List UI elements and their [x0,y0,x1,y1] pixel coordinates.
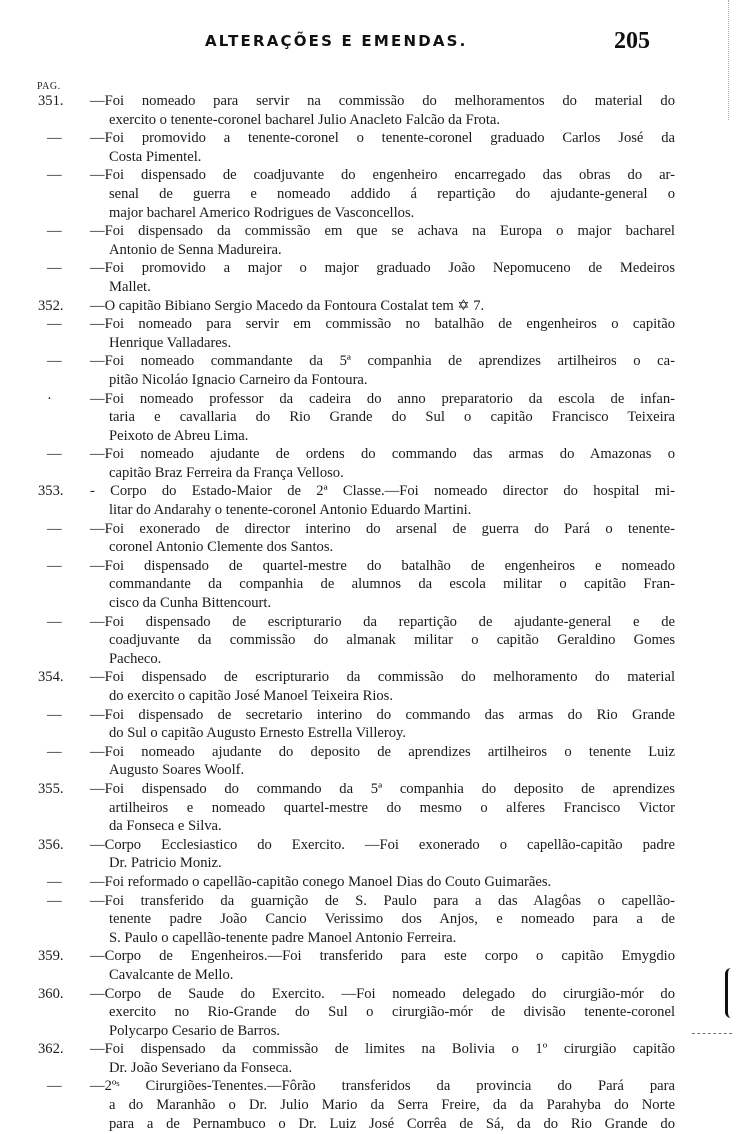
margin-bracket-mark [725,968,734,1018]
entry-line [0,408,736,427]
ditto-mark: — [47,223,61,240]
entry-line [0,854,736,873]
entry-text-continued: Cavalcante de Mello. [109,966,234,983]
ditto-mark: — [47,613,61,630]
entry-text-continued: major bacharel Americo Rodrigues de Vasconcellos. [109,204,415,221]
entry-line [0,836,736,855]
entry-line [0,706,736,725]
entry [0,315,736,352]
entry [0,352,736,389]
entry [0,892,736,948]
entry-text-continued: litar do Andarahy o tenente-coronel Antonio Eduardo Martini. [109,502,472,519]
entry [0,445,736,482]
entry-text-continued: do Sul o capitão Augusto Ernesto Estrella Villeroy. [109,725,407,742]
entry-text-continued: Pacheco. [109,650,162,667]
entry-text: —Foi nomeado ajudante do deposito de aprendizes artilheiros o tenente Luiz [90,743,675,760]
entry-line [0,427,736,446]
entry-text: —O capitão Bibiano Sergio Macedo da Fontoura Costalat tem ✡ 7. [90,297,485,314]
page-number: 205 [614,28,650,54]
entry-line [0,613,736,632]
entry-line [0,1003,736,1022]
entry-text-continued: Mallet. [109,278,151,295]
entry-line [0,575,736,594]
entry-line [0,501,736,520]
ditto-mark: — [47,353,61,370]
entry [0,390,736,446]
entry [0,129,736,166]
ditto-mark: — [47,892,61,909]
entry-line [0,92,736,111]
entry-text-continued: Polycarpo Cesario de Barros. [109,1022,281,1039]
entry-text: —Foi dispensado de escripturario da commissão do melhoramento do material [90,669,675,686]
entry-text-continued: artilheiros e nomeado quartel-mestre do mesmo o alferes Francisco Victor [109,799,675,816]
entry-text: —Corpo de Engenheiros.—Foi transferido para este corpo o capitão Emygdio [90,948,675,965]
entry-line [0,520,736,539]
entry-line [0,445,736,464]
ditto-mark: · [47,390,51,407]
entry-line [0,594,736,613]
entry-text-continued: senal de guerra e nomeado addido á repartição do ajudante-general o [109,185,675,202]
entry-line [0,185,736,204]
entry-text-continued: pitão Nicoláo Ignacio Carneiro da Fontoura. [109,371,368,388]
entry-line [0,985,736,1004]
entry-text-continued: coronel Antonio Clemente dos Santos. [109,539,334,556]
running-head [0,28,736,58]
entry [0,259,736,296]
ditto-mark: — [47,743,61,760]
entry-text-continued: Antonio de Senna Madureira. [109,241,282,258]
entry-line [0,724,736,743]
page-reference: 354. [38,669,64,686]
entry-text: —Foi exonerado de director interino do arsenal de guerra do Pará o tenente- [90,520,675,537]
entry-text: —Foi nomeado para servir em commissão no batalhão de engenheiros o capitão [90,316,675,333]
entry-text: —Corpo de Saude do Exercito. —Foi nomeado delegado do cirurgião-mór do [90,985,675,1002]
entry [0,1077,736,1133]
entry-text: —Foi nomeado para servir na commissão do melhoramentos do material do [90,93,675,109]
entry-text: —Foi dispensado de secretario interino do commando das armas do Rio Grande [90,706,675,723]
entry-text: —Corpo Ecclesiastico do Exercito. —Foi exonerado o capellão-capitão padre [90,836,675,853]
entry [0,668,736,705]
entry-line [0,222,736,241]
entry-text-continued: Costa Pimentel. [109,148,202,165]
entry-line [0,761,736,780]
entry-text: —Foi dispensado de quartel-mestre do batalhão de engenheiros e nomeado [90,557,675,574]
entry-text: —Foi dispensado de coadjuvante do engenheiro encarregado das obras do ar- [90,167,675,184]
entry-line [0,129,736,148]
entry-text-continued: Henrique Valladares. [109,334,232,351]
page-reference: 359. [38,948,64,965]
entry-line [0,687,736,706]
entry-line [0,482,736,501]
entry-line [0,799,736,818]
entry-line [0,390,736,409]
entry-line [0,1077,736,1096]
entry [0,947,736,984]
page-reference: 362. [38,1041,64,1058]
entry-text-continued: cisco da Cunha Bittencourt. [109,595,272,612]
ditto-mark: — [47,260,61,277]
entry [0,166,736,222]
entry [0,297,736,316]
entry-text: —Foi nomeado professor da cadeira do anno preparatorio da escola de infan- [90,390,675,407]
entry-line [0,148,736,167]
entry-text: —Foi nomeado commandante da 5ª companhia de aprendizes artilheiros o ca- [90,353,675,370]
ditto-mark: — [47,520,61,537]
entry-text-continued: tenente padre João Cancio Verissimo dos Anjos, e nomeado para a de [109,911,675,928]
entry [0,780,736,836]
entry-line [0,892,736,911]
entry-line [0,1059,736,1078]
entry-text-continued: para a de Pernambuco o Dr. Luiz José Corrêa de Sá, da do Rio Grande do [109,1115,675,1132]
margin-dash-mark [692,1033,732,1035]
entry-line [0,650,736,669]
entry-text-continued: S. Paulo o capellão-tenente padre Manoel Antonio Ferreira. [109,929,457,946]
entry-line [0,873,736,892]
entry-line [0,111,736,130]
entry-line [0,352,736,371]
entry-line [0,557,736,576]
entry-line [0,371,736,390]
entry [0,482,736,519]
entry [0,873,736,892]
entry-line [0,743,736,762]
entry-text-continued: taria e cavallaria do Rio Grande do Sul o capitão Francisco Teixeira [109,409,675,426]
entry-line [0,631,736,650]
running-title: ALTERAÇÕES E EMENDAS. [205,32,468,50]
page-reference: 360. [38,985,64,1002]
ditto-mark: — [47,167,61,184]
entry-line [0,1022,736,1041]
entry-text: —Foi dispensado da commissão de limites na Bolivia o 1º cirurgião capitão [90,1041,675,1058]
entry-line [0,1040,736,1059]
entry [0,836,736,873]
entry-line [0,278,736,297]
entry-line [0,241,736,260]
entry-text: —Foi promovido a tenente-coronel o tenente-coronel graduado Carlos José da [90,130,675,147]
entry-line [0,259,736,278]
entry [0,92,736,129]
entry-text: —Foi dispensado do commando da 5ª companhia do deposito de aprendizes [90,780,675,797]
ditto-mark: — [47,1078,61,1095]
entry [0,520,736,557]
entry-line [0,1115,736,1134]
entry-line [0,817,736,836]
entry [0,1040,736,1077]
entry-line [0,947,736,966]
page-reference: 352. [38,297,64,314]
ditto-mark: — [47,873,61,890]
entry-text-continued: exercito o tenente-coronel bacharel Julio Anacleto Falcão da Frota. [109,111,501,128]
column-label: PAG. [37,81,61,92]
entry-text: —Foi dispensado da commissão em que se achava na Europa o major bacharel [90,223,675,240]
page-reference: 351. [38,93,64,109]
entry-line [0,780,736,799]
entry [0,557,736,613]
entry-text-continued: Dr. Patricio Moniz. [109,855,222,872]
entry-text-continued: a do Maranhão o Dr. Julio Mario da Serra Freire, da da Parahyba do Norte [109,1097,675,1114]
ditto-mark: — [47,706,61,723]
ditto-mark: — [47,446,61,463]
entry-line [0,204,736,223]
entry-line [0,538,736,557]
entry [0,222,736,259]
entry-text-continued: exercito no Rio-Grande do Sul o cirurgião-mór de divisão tenente-coronel [109,1004,675,1021]
entry-line [0,166,736,185]
entry-line [0,1096,736,1115]
entry-line [0,464,736,483]
page-reference: 356. [38,836,64,853]
entry-text: —Foi promovido a major o major graduado João Nepomuceno de Medeiros [90,260,675,277]
entry-text-continued: coadjuvante da commissão do almanak militar o capitão Geraldino Gomes [109,632,675,649]
entry-line [0,929,736,948]
ditto-mark: — [47,557,61,574]
entry [0,985,736,1041]
entry-line [0,297,736,316]
entry-text: —Foi nomeado ajudante de ordens do commando das armas do Amazonas o [90,446,675,463]
ditto-mark: — [47,130,61,147]
entry-line [0,966,736,985]
entry [0,743,736,780]
entry-text: - Corpo do Estado-Maior de 2ª Classe.—Foi nomeado director do hospital mi- [90,483,675,500]
page-reference: 353. [38,483,64,500]
entry-text-continued: Dr. João Severiano da Fonseca. [109,1059,293,1076]
entry-line [0,334,736,353]
entry-text-continued: Peixoto de Abreu Lima. [109,427,249,444]
entry-text: —Foi reformado o capellão-capitão conego Manoel Dias do Couto Guimarães. [90,873,552,890]
entry-text-continued: Augusto Soares Woolf. [109,762,245,779]
entry [0,706,736,743]
entry-text: —Foi transferido da guarnição de S. Paulo para a das Alagôas o capellão- [90,892,675,909]
entry-text-continued: da Fonseca e Silva. [109,818,222,835]
entry-text-continued: capitão Braz Ferreira da França Velloso. [109,464,344,481]
entry-line [0,315,736,334]
ditto-mark: — [47,316,61,333]
entry-text-continued: commandante da companhia de alumnos da escola militar o capitão Fran- [109,576,675,593]
entry-text-continued: do exercito o capitão José Manoel Teixeira Rios. [109,688,394,704]
entry [0,613,736,669]
entry-line [0,668,736,687]
entry-line [0,910,736,929]
entry-text: —2ºˢ Cirurgiões-Tenentes.—Fôrão transferidos da provincia do Pará para [90,1078,675,1095]
page-reference: 355. [38,780,64,797]
entry-text: —Foi dispensado de escripturario da repartição de ajudante-general e de [90,613,675,630]
entries-list [0,92,736,1133]
